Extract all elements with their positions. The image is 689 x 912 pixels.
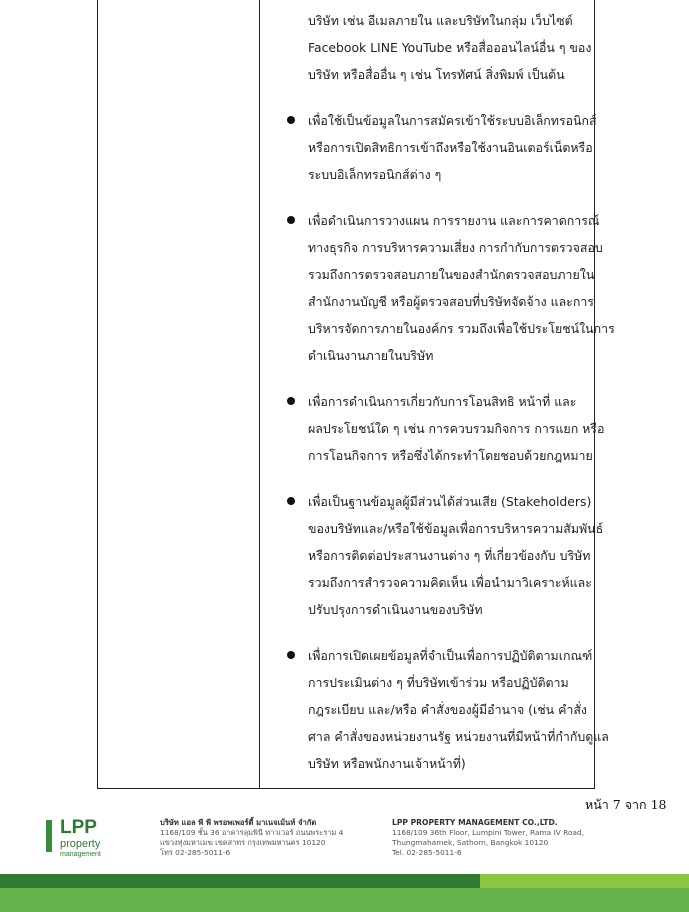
- content-table: [97, 0, 615, 789]
- bullet-item: [287, 488, 604, 623]
- text-line: ของบริษัทและ/หรือใช้ข้อมูลเพื่อการบริหารความสัมพันธ์: [308, 521, 604, 536]
- english-address-line: Thungmahamek, Sathorn, Bangkok 10120: [392, 838, 549, 847]
- text-line: เพื่อใช้เป็นข้อมูลในการสมัครเข้าใช้ระบบอิเล็กทรอนิกส์: [308, 113, 597, 128]
- logo-word-property: property: [60, 838, 101, 850]
- text-line: เพื่อเป็นฐานข้อมูลผู้มีส่วนได้ส่วนเสีย (Stakeholders): [308, 494, 592, 509]
- text-line: หรือการเปิดสิทธิการเข้าถึงหรือใช้งานอินเตอร์เน็ตหรือ: [308, 140, 593, 155]
- intro-paragraph: [287, 7, 594, 88]
- thai-phone: โทร 02-285-5011-6: [160, 848, 231, 857]
- text-line: ทางธุรกิจ การบริหารความเสี่ยง การกำกับการตรวจสอบ: [308, 240, 603, 255]
- text-line: หรือการติดต่อประสานงานต่าง ๆ ที่เกี่ยวข้องกับ บริษัท: [308, 548, 591, 563]
- text-line: บริหารจัดการภายในองค์กร รวมถึงเพื่อใช้ประโยชน์ในการ: [308, 321, 615, 336]
- text-line: เพื่อดำเนินการวางแผน การรายงาน และการคาดการณ์: [308, 213, 600, 228]
- english-address: [392, 818, 584, 858]
- text-line: เพื่อการเปิดเผยข้อมูลที่จำเป็นเพื่อการปฏิบัติตามเกณฑ์: [308, 648, 593, 663]
- bullet-icon: [287, 397, 295, 405]
- thai-address: [160, 818, 343, 858]
- text-line: ปรับปรุงการดำเนินงานของบริษัท: [308, 602, 483, 617]
- thai-address-line: 1168/109 ชั้น 36 อาคารลุมพินี ทาวเวอร์ ถนนพระราม 4: [160, 828, 344, 837]
- text-line: การโอนกิจการ หรือซึ่งได้กระทำโดยชอบด้วยกฎหมาย: [308, 448, 593, 463]
- bullet-item: [287, 388, 605, 469]
- text-line: ระบบอิเล็กทรอนิกส์ต่าง ๆ: [308, 167, 442, 182]
- text-line: เพื่อการดำเนินการเกี่ยวกับการโอนสิทธิ หน้าที่ และ: [308, 394, 577, 409]
- text-line: สำนักงานบัญชี หรือผู้ตรวจสอบที่บริษัทจัดจ้าง และการ: [308, 294, 594, 309]
- bullet-item: [287, 207, 615, 369]
- text-line: ดำเนินงานภายในบริษัท: [308, 348, 434, 363]
- company-logo: [46, 818, 126, 860]
- text-line: บริษัท หรือสื่ออื่น ๆ เช่น โทรทัศน์ สิ่งพิมพ์ เป็นต้น: [308, 67, 565, 82]
- logo-bar-icon: [46, 820, 52, 852]
- text-line: รวมถึงการตรวจสอบภายในของสำนักตรวจสอบภายใน: [308, 267, 595, 282]
- logo-mark: LPP: [60, 817, 97, 838]
- logo-word-management: management: [60, 851, 101, 858]
- text-line: รวมถึงการสำรวจความคิดเห็น เพื่อนำมาวิเคราะห์และ: [308, 575, 592, 590]
- bullet-icon: [287, 216, 295, 224]
- text-line: Facebook LINE YouTube หรือสื่อออนไลน์อื่น ๆ ของ: [308, 40, 592, 55]
- footer-band-light: [480, 874, 689, 888]
- footer-band-mid: [0, 888, 689, 912]
- text-line: กฎระเบียบ และ/หรือ คำสั่งของผู้มีอำนาจ (เช่น คำสั่ง: [308, 702, 587, 717]
- text-line: การประเมินต่าง ๆ ที่บริษัทเข้าร่วม หรือปฏิบัติตาม: [308, 675, 569, 690]
- english-address-line: 1168/109 36th Floor, Lumpini Tower, Rama IV Road,: [392, 828, 585, 837]
- purpose-cell: [260, 0, 615, 788]
- english-company-name: LPP PROPERTY MANAGEMENT CO.,LTD.: [392, 818, 558, 827]
- bullet-icon: [287, 116, 295, 124]
- text-line: บริษัท เช่น อีเมลภายใน และบริษัทในกลุ่ม เว็บไซต์: [308, 13, 573, 28]
- thai-address-line: แขวงทุ่งมหาเมฆ เขตสาทร กรุงเทพมหานคร 10120: [160, 838, 326, 847]
- page-number: หน้า 7 จาก 18: [585, 797, 667, 812]
- text-line: ผลประโยชน์ใด ๆ เช่น การควบรวมกิจการ การแยก หรือ: [308, 421, 605, 436]
- bullet-item: [287, 642, 609, 777]
- thai-company-name: บริษัท แอล พี พี พรอพเพอร์ตี้ มาเนจเม้นท์ จำกัด: [160, 818, 317, 827]
- english-phone: Tel. 02-285-5011-6: [392, 848, 462, 857]
- bullet-icon: [287, 651, 295, 659]
- bullet-item: [287, 107, 597, 188]
- text-line: ศาล คำสั่งของหน่วยงานรัฐ หน่วยงานที่มีหน้าที่กำกับดูแล: [308, 729, 609, 744]
- text-line: บริษัท หรือพนักงานเจ้าหน้าที่): [308, 756, 466, 771]
- bullet-icon: [287, 497, 295, 505]
